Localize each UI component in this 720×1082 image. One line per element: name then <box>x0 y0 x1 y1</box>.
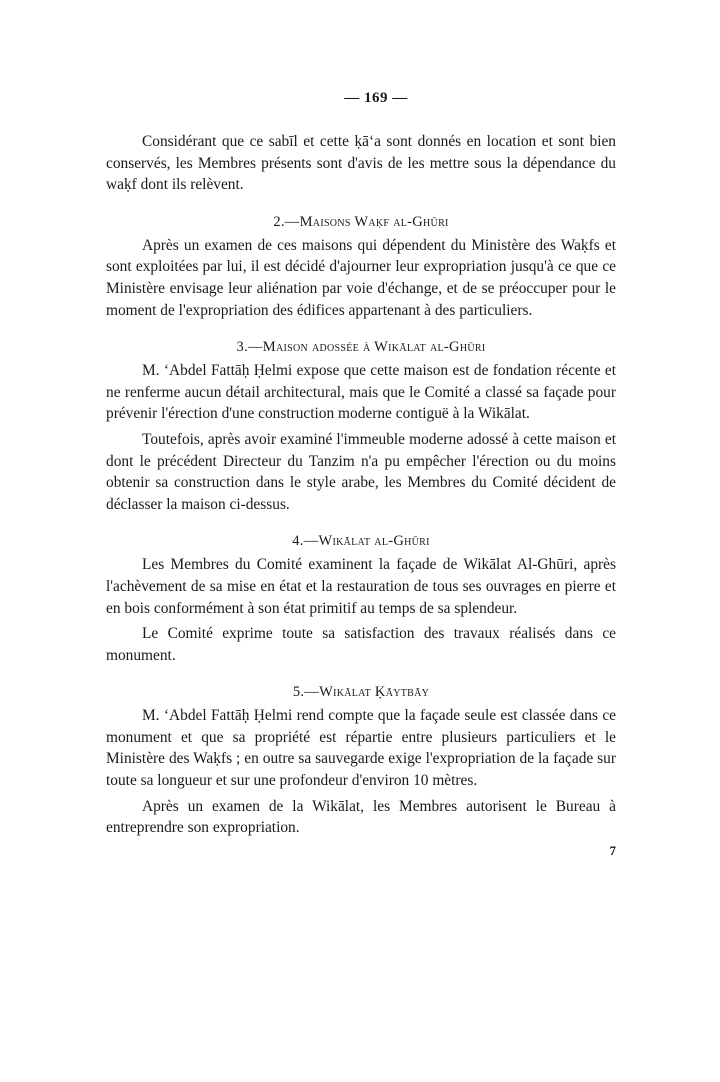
paragraph-wikalat-ghuri-2: Le Comité exprime toute sa satisfaction des travaux réalisés dans ce monument. <box>106 625 616 664</box>
signature-mark: 7 <box>609 842 616 858</box>
section-heading-4 <box>106 533 616 550</box>
paragraph-maison-adossee-1: M. ‘Abdel Fattāḥ Ḥelmi expose que cette maison est de fondation récente et ne renferme aucun détail architectural, mais que le Comité a classé sa façade pour prévenir l'érection d'une construction moderne contiguë à la Wikālat. <box>106 362 616 423</box>
paragraph-maison-adossee-2: Toutefois, après avoir examiné l'immeuble moderne adossé à cette maison et dont le précédent Directeur du Tanzim n'a pu empêcher l'érection ou du moins obtenir sa construction dans le style arabe, les Membres du Comité décident de déclasser la maison ci-dessus. <box>106 430 616 513</box>
document-page <box>106 90 616 858</box>
paragraph-wikalat-kaytbay-1: M. ‘Abdel Fattāḥ Ḥelmi rend compte que la façade seule est classée dans ce monument et que sa propriété est répartie entre plusieurs particuliers et le Ministère des Waḳfs ; en outre sa sauvegarde exige l'expropriation de la façade sur toute sa longueur et sur une profondeur d'environ 10 mètres. <box>106 707 616 790</box>
paragraph-wikalat-kaytbay-2: Après un examen de la Wikālat, les Membres autorisent le Bureau à entreprendre son expropriation. <box>106 797 616 837</box>
paragraph-maisons-wakf: Après un examen de ces maisons qui dépendent du Ministère des Waḳfs et sont exploitées par lui, il est décidé d'ajourner leur expropriation jusqu'à ce que ce Ministère envisage leur aliénation par voie d'échange, et de se préoccuper pour le moment de l'expropriation des édifices appartenant à des particuliers. <box>106 236 616 319</box>
section-heading-2 <box>106 214 616 231</box>
section-heading-5 <box>106 684 616 701</box>
section-heading-5-text: 5.—Wikālat Ḳāytbāy <box>292 684 430 701</box>
section-heading-2-text: 2.—Maisons Waḳf al-Ghūri <box>273 213 449 230</box>
paragraph-wikalat-ghuri-1: Les Membres du Comité examinent la façade de Wikālat Al-Ghūri, après l'achèvement de sa mise en état et la restauration de tous ses ouvrages en pierre et en bois conformément à son état primitif au temps de sa splendeur. <box>106 556 616 617</box>
section-heading-3-text: 3.—Maison adossée à Wikālat al-Ghūri <box>236 339 486 356</box>
section-heading-4-text: 4.—Wikālat al-Ghūri <box>292 533 430 550</box>
page-number: — 169 — <box>344 90 408 106</box>
section-heading-3 <box>106 339 616 356</box>
paragraph-sabil-ka-a: Considérant que ce sabīl et cette ḳā‘a sont donnés en location et sont bien conservés, les Membres présents sont d'avis de les mettre sous la dépendance du waḳf dont ils relèvent. <box>106 133 616 194</box>
